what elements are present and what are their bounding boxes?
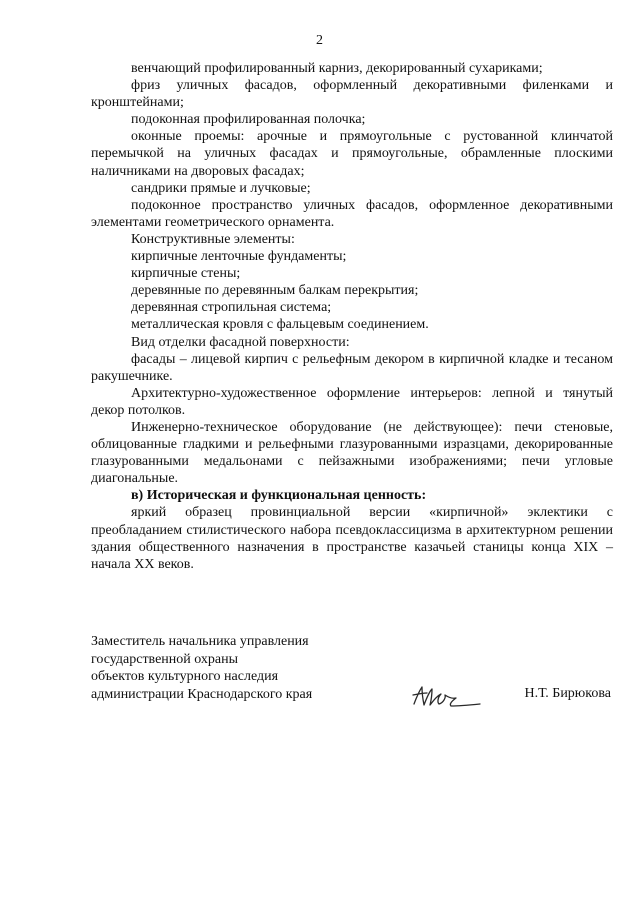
paragraph: подоконная профилированная полочка; (131, 112, 366, 128)
paragraph: Вид отделки фасадной поверхности: (131, 334, 350, 350)
paragraph: кирпичные ленточные фундаменты; (131, 249, 347, 265)
signer-name: Н.Т. Бирюкова (524, 686, 611, 701)
signer-position-line: администрации Краснодарского края (91, 686, 313, 702)
paragraph: металлическая кровля с фальцевым соединением. (131, 317, 429, 333)
paragraph: оконные проемы: арочные и прямоугольные с рустованной клинчатой перемычкой на уличных фасадах и прямоугольные, обрамленные плоскими наличниками на дворовых фасадах; (91, 129, 613, 179)
paragraph: Архитектурно-художественное оформление интерьеров: лепной и тянутый декор потолков. (91, 385, 613, 418)
paragraph: деревянные по деревянным балкам перекрытия; (131, 283, 419, 299)
paragraph: сандрики прямые и лучковые; (131, 180, 311, 196)
paragraph: венчающий профилированный карниз, декорированный сухариками; (131, 61, 543, 76)
paragraph: Инженерно-техническое оборудование (не действующее): печи стеновые, облицованные гладкими и рельефными глазурованными изразцами, декорированные глазурованными медальонами с пейзажными изображениями; печи угловые диагональные. (91, 419, 613, 487)
signer-position-line: объектов культурного наследия (91, 669, 279, 684)
signature-block (91, 633, 613, 703)
paragraph: Конструктивные элементы: (131, 231, 295, 247)
signer-position-line: Заместитель начальника управления (91, 634, 309, 649)
document-body (91, 60, 613, 573)
paragraph: фриз уличных фасадов, оформленный декоративными филенками и кронштейнами; (91, 78, 613, 111)
paragraph: деревянная стропильная система; (131, 300, 332, 316)
section-heading: в) Историческая и функциональная ценность: (131, 488, 427, 504)
paragraph: подоконное пространство уличных фасадов, оформленное декоративными элементами геометрического орнамента. (91, 197, 613, 230)
paragraph: яркий образец провинциальной версии «кирпичной» эклектики с преобладанием стилистического набора псевдоклассицизма в архитектурном решении здания общественного назначения в пространстве казачьей станицы конца XIX – начала XX веков. (91, 505, 613, 572)
signer-position-line: государственной охраны (91, 651, 239, 667)
paragraph: кирпичные стены; (131, 266, 241, 282)
paragraph: фасады – лицевой кирпич с рельефным декором в кирпичной кладке и тесаном ракушечнике. (91, 351, 613, 384)
page-number: 2 (316, 33, 323, 48)
handwritten-signature (408, 682, 486, 710)
